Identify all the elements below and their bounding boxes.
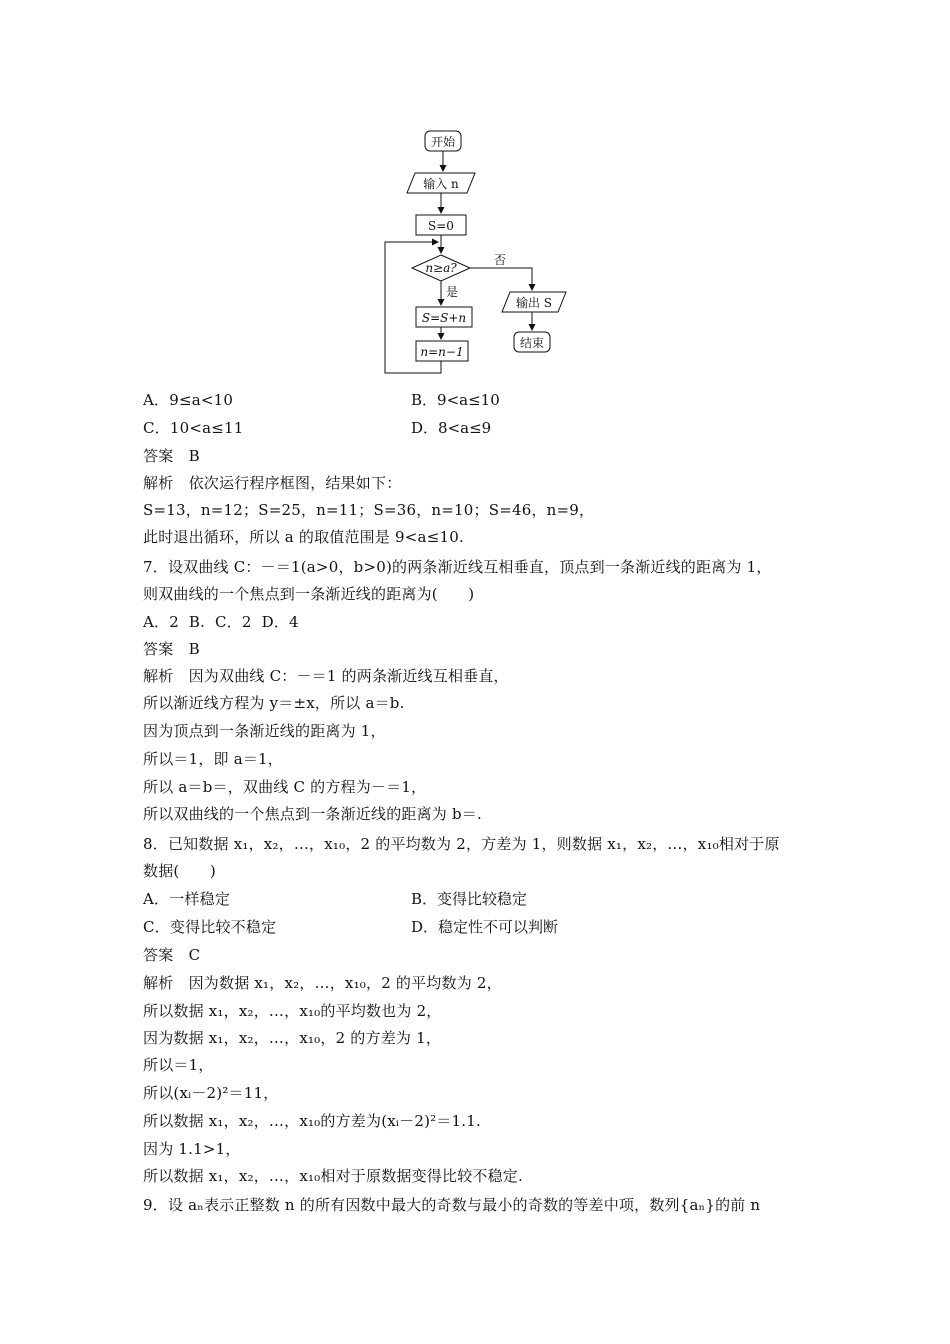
q7-answer: 答案 B — [143, 640, 200, 658]
flowchart-condition-label: n≥a? — [425, 261, 457, 275]
flowchart-start-label: 开始 — [430, 135, 456, 149]
flowchart-yes-label: 是 — [445, 285, 459, 299]
q6-option-d: D．8<a≤9 — [411, 419, 492, 437]
flowchart-input-label: 输入 n — [423, 177, 459, 191]
q6-analysis-line: S=13，n=12；S=25，n=11；S=36，n=10；S=46，n=9， — [143, 501, 595, 519]
flowchart-update-n-label: n=n−1 — [420, 345, 464, 359]
q8-stem-line: 8．已知数据 x₁，x₂，…，x₁₀，2 的平均数为 2，方差为 1，则数据 x₁，x₂，…，x₁₀相对于原 — [143, 835, 780, 853]
flowchart-update-s-label: S=S+n — [421, 311, 467, 325]
q7-analysis-line: 所以双曲线的一个焦点到一条渐近线的距离为 b＝. — [143, 805, 482, 823]
q8-analysis-line: 所以数据 x₁，x₂，…，x₁₀的方差为(xᵢ－2)²＝1.1. — [143, 1112, 481, 1130]
q8-analysis-line: 因为数据 x₁，x₂，…，x₁₀，2 的方差为 1， — [143, 1029, 442, 1047]
flowchart — [370, 125, 600, 385]
q6-analysis-line: 解析 依次运行程序框图，结果如下： — [143, 474, 402, 492]
flowchart-output-label: 输出 S — [515, 296, 553, 310]
q7-stem-line: 7．设双曲线 C：－＝1(a>0，b>0)的两条渐近线互相垂直，顶点到一条渐近线的距离为 1， — [143, 558, 772, 576]
q8-analysis-line: 因为 1.1>1， — [143, 1140, 241, 1158]
q6-option-a: A．9≤a<10 — [143, 391, 234, 409]
flowchart-init-label: S=0 — [428, 219, 454, 233]
q8-stem-line: 数据( ) — [143, 862, 216, 880]
q8-analysis-line: 解析 因为数据 x₁，x₂，…，x₁₀，2 的平均数为 2， — [143, 974, 502, 992]
q8-option-b: B．变得比较稳定 — [411, 890, 528, 908]
q8-answer: 答案 C — [143, 946, 201, 964]
q8-option-d: D．稳定性不可以判断 — [411, 918, 559, 936]
q7-analysis-line: 解析 因为双曲线 C：－＝1 的两条渐近线互相垂直， — [143, 667, 509, 685]
q6-option-b: B．9<a≤10 — [411, 391, 500, 409]
q6-option-c: C．10<a≤11 — [143, 419, 244, 437]
q7-analysis-line: 所以＝1，即 a＝1， — [143, 750, 283, 768]
q6-answer: 答案 B — [143, 447, 200, 465]
q9-stem-line: 9．设 aₙ表示正整数 n 的所有因数中最大的奇数与最小的奇数的等差中项，数列{aₙ}的前 n — [143, 1196, 761, 1214]
flowchart-no-label: 否 — [493, 253, 507, 267]
q7-analysis-line: 所以渐近线方程为 y＝±x，所以 a＝b. — [143, 694, 405, 712]
q7-options: A．2 B. C．2 D．4 — [143, 613, 299, 631]
q6-analysis-line: 此时退出循环，所以 a 的取值范围是 9<a≤10. — [143, 528, 464, 546]
q8-option-a: A．一样稳定 — [143, 890, 231, 908]
q8-option-c: C．变得比较不稳定 — [143, 918, 277, 936]
q8-analysis-line: 所以数据 x₁，x₂，…，x₁₀的平均数也为 2， — [143, 1002, 442, 1020]
q8-analysis-line: 所以＝1， — [143, 1056, 214, 1074]
flowchart-end-label: 结束 — [519, 336, 545, 350]
q8-analysis-line: 所以数据 x₁，x₂，…，x₁₀相对于原数据变得比较不稳定. — [143, 1167, 523, 1185]
q7-analysis-line: 因为顶点到一条渐近线的距离为 1， — [143, 722, 386, 740]
q7-stem-line: 则双曲线的一个焦点到一条渐近线的距离为( ) — [143, 585, 475, 603]
q8-analysis-line: 所以(xᵢ－2)²＝11， — [143, 1084, 279, 1102]
q7-analysis-line: 所以 a＝b＝，双曲线 C 的方程为－＝1， — [143, 778, 427, 796]
